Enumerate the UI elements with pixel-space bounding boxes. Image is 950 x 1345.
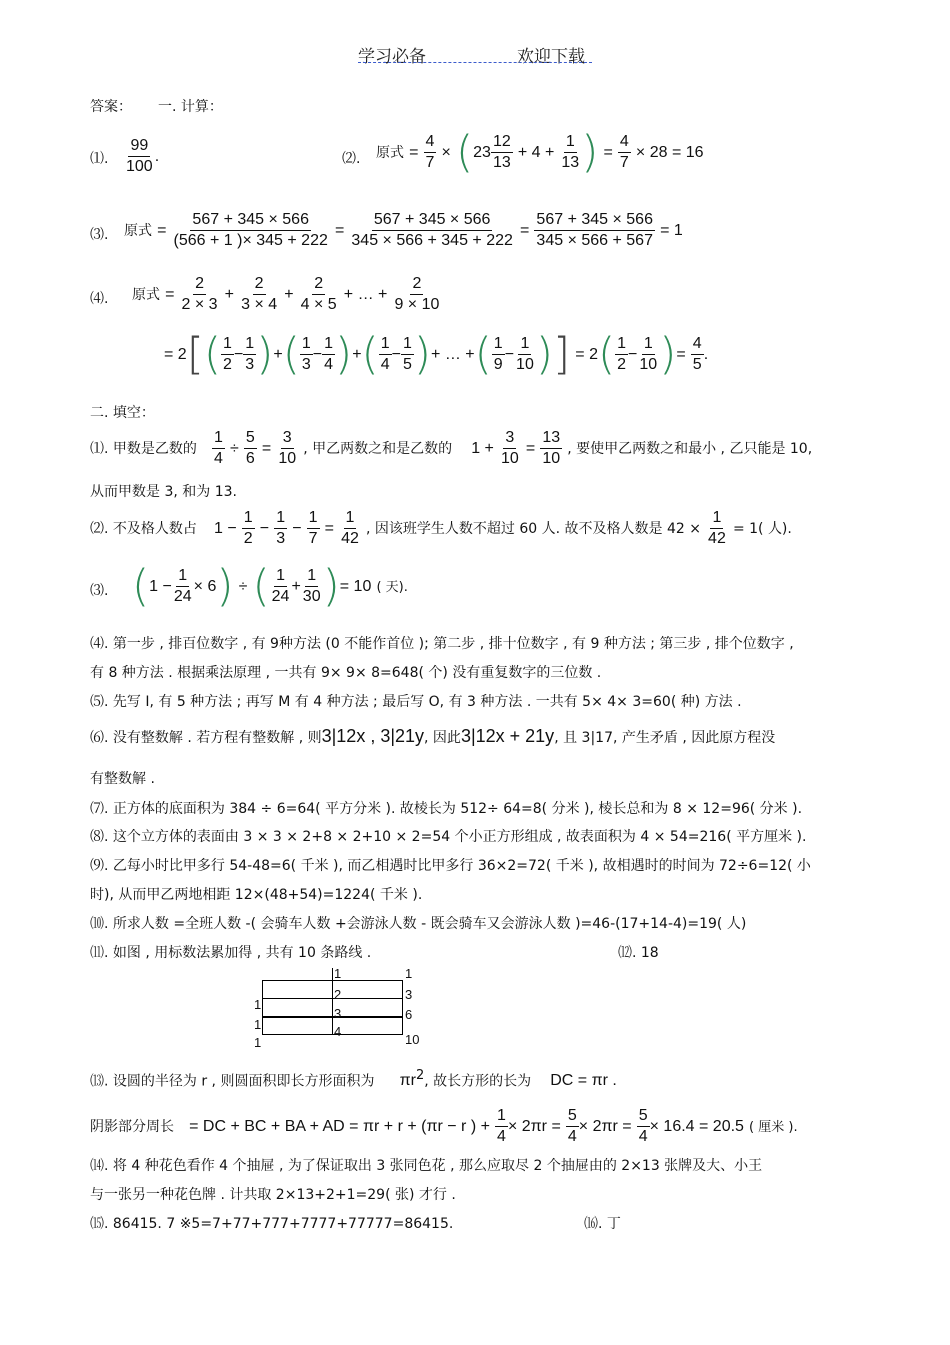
f2-fr2d: 3 bbox=[276, 530, 286, 547]
f3-b: × 6 bbox=[193, 578, 217, 595]
f1-b1d: 10 bbox=[500, 450, 519, 467]
c3-d1: (566 + 1 )× 345 + 222 bbox=[173, 232, 328, 249]
grid-r2-mid: 2 bbox=[334, 987, 342, 1002]
c4-pl2: + bbox=[352, 346, 362, 363]
f3-plus: + bbox=[291, 578, 301, 595]
c2-f1n: 4 bbox=[424, 132, 437, 153]
f3-cn: 1 bbox=[274, 566, 287, 587]
f13-g3d: 4 bbox=[638, 1128, 648, 1145]
c2-pre: 原式 bbox=[376, 145, 404, 161]
c2-paren-right: ) bbox=[581, 126, 599, 178]
grid-r4-left: 1 bbox=[254, 1035, 262, 1050]
c3-tail: = 1 bbox=[660, 222, 683, 239]
f2-tail: = 1( 人). bbox=[732, 521, 792, 537]
c4-p2ad: 3 bbox=[301, 356, 311, 373]
f1-line1 bbox=[90, 428, 812, 469]
c4-mid-dots: + … + bbox=[431, 346, 475, 363]
f3-p1l: ( bbox=[132, 560, 150, 612]
f2-fr2n: 1 bbox=[274, 508, 287, 529]
c1-answer bbox=[124, 136, 159, 177]
c3-eq1: = bbox=[157, 222, 167, 239]
f4-line2: 有 8 种方法 . 根据乘法原理 , 一共有 9× 9× 8=648( 个) 没有重复数字的三位数 . bbox=[90, 665, 602, 681]
c4-rbd: 10 bbox=[639, 356, 658, 373]
f1-text-c: , 要使甲乙两数之和最小 , 乙只能是 10, bbox=[567, 441, 813, 457]
f15-line: ⒂. 86415. 7 ※5=7+77+777+7777+77777=86415. bbox=[90, 1216, 454, 1232]
c4-rl: ( bbox=[597, 328, 616, 380]
c2-number: ⑵. bbox=[342, 151, 361, 167]
f6-line1 bbox=[90, 726, 775, 747]
c4-rr: ) bbox=[659, 328, 677, 380]
f6-text-b: , 因此 bbox=[424, 730, 461, 746]
f13-g1t: × 2πr = bbox=[507, 1118, 561, 1135]
f13-g3n: 5 bbox=[637, 1106, 650, 1127]
c2-expression bbox=[376, 126, 704, 178]
c4-p4r: ) bbox=[535, 328, 554, 380]
c4-f1n: 2 bbox=[193, 274, 206, 295]
f2-line bbox=[90, 508, 792, 549]
f6-line2: 有整数解 . bbox=[90, 771, 155, 787]
c4-p3bd: 5 bbox=[402, 356, 412, 373]
c4-p2l: ( bbox=[282, 328, 300, 380]
c3-n2: 567 + 345 × 566 bbox=[372, 210, 493, 231]
f7-line: ⑺. 正方体的底面积为 384 ÷ 6=64( 平方分米 ). 故棱长为 512÷ 64=8( 分米 ), 棱长总和为 8 × 12=96( 分米 ). bbox=[90, 801, 803, 817]
c3-d2: 345 × 566 + 345 + 222 bbox=[351, 232, 513, 249]
f13-line1 bbox=[90, 1068, 617, 1090]
f3-cd: 24 bbox=[271, 588, 290, 605]
f2-text-b: , 因该班学生人数不超过 60 人. 故不及格人数是 42 × bbox=[365, 521, 701, 537]
c4-bracket-right: ] bbox=[553, 328, 571, 380]
f1-a3n: 3 bbox=[281, 428, 294, 449]
f13-g1n: 1 bbox=[495, 1106, 508, 1127]
c4-p2an: 1 bbox=[300, 334, 313, 355]
f1-eq2: = bbox=[525, 440, 536, 457]
f3-tail: = 10 bbox=[339, 578, 372, 595]
c4-p1bn: 1 bbox=[243, 334, 256, 355]
f3-dd: 30 bbox=[302, 588, 321, 605]
f3-p2l: ( bbox=[252, 560, 270, 612]
c4-p1m: − bbox=[233, 346, 244, 363]
f3-p2r: ) bbox=[322, 560, 340, 612]
f2-eq: = bbox=[324, 520, 334, 537]
header-right: 欢迎下载 bbox=[517, 47, 585, 67]
f3-ad: 24 bbox=[173, 588, 192, 605]
c4-p1r: ) bbox=[256, 328, 274, 380]
f2-en: 1 bbox=[710, 508, 723, 529]
f13-pir: πr bbox=[399, 1072, 416, 1090]
c4-bracket-left: [ bbox=[186, 328, 204, 380]
f1-a1d: 4 bbox=[214, 450, 223, 467]
f2-rd: 42 bbox=[341, 530, 359, 547]
f1-line2: 从而甲数是 3, 和为 13. bbox=[90, 484, 237, 500]
c4-p4l: ( bbox=[474, 328, 492, 380]
c1-tail: . bbox=[154, 148, 160, 165]
f1-a2n: 5 bbox=[244, 428, 257, 449]
c2-eq: = bbox=[409, 144, 419, 161]
c2-f3d: 13 bbox=[561, 154, 580, 171]
f2-pre: 1 − bbox=[214, 520, 237, 537]
f13-text-a: ⒀. 设圆的半径为 r , 则圆面积即长方形面积为 bbox=[90, 1073, 375, 1090]
c3-pre: 原式 bbox=[124, 223, 152, 239]
c4-lastd: 9 × 10 bbox=[394, 296, 440, 313]
f4-line1: ⑷. 第一步 , 排百位数字 , 有 9种方法 (0 不能作首位 ); 第二步 , 排十位数字 , 有 9 种方法 ; 第三步 , 排个位数字 , bbox=[90, 636, 794, 652]
f1-b-pre: 1 + bbox=[471, 440, 494, 457]
f13-g3t: × 16.4 = 20.5 bbox=[649, 1118, 744, 1135]
c4-plus2: + bbox=[284, 286, 294, 303]
f8-line: ⑻. 这个立方体的表面由 3 × 3 × 2+8 × 2+10 × 2=54 个小正方形组成 , 故表面积为 4 × 54=216( 平方厘米 ). bbox=[90, 829, 807, 845]
grid-top-mid: 1 bbox=[334, 966, 342, 981]
f3-unit: ( 天). bbox=[376, 580, 408, 595]
f2-rn: 1 bbox=[344, 508, 357, 529]
f3-div: ÷ bbox=[238, 578, 248, 595]
c4-pl1: + bbox=[273, 346, 283, 363]
f13-g2d: 4 bbox=[567, 1128, 577, 1145]
header-underline bbox=[358, 62, 592, 63]
c4-res-n: 4 bbox=[691, 334, 704, 355]
f9-line2: 时), 从而甲乙两地相距 12×(48+54)=1224( 千米 ). bbox=[90, 887, 423, 903]
c4-rad: 2 bbox=[617, 356, 627, 373]
f10-line: ⑽. 所求人数 =全班人数 -( 会骑车人数 +会游泳人数 - 既会骑车又会游泳人数 )=46-(17+14-4)=19( 人) bbox=[90, 916, 747, 932]
c4-eq: = bbox=[165, 286, 175, 303]
c3-number: ⑶. bbox=[90, 227, 109, 243]
f3-an: 1 bbox=[176, 566, 189, 587]
grid-r4-right: 10 bbox=[405, 1032, 420, 1047]
c2-f2n: 12 bbox=[491, 132, 513, 153]
c3-d3: 345 × 566 + 567 bbox=[536, 232, 653, 249]
f6-text-a: ⑹. 没有整数解 . 若方程有整数解 , 则 bbox=[90, 730, 322, 746]
f5-line: ⑸. 先写 Ⅰ, 有 5 种方法 ; 再写 Ⅿ 有 4 种方法 ; 最后写 О, 有 3 种方法 . 一共有 5× 4× 3=60( 种) 方法 . bbox=[90, 694, 742, 710]
c1-number: ⑴. bbox=[90, 151, 109, 167]
c4-rbn: 1 bbox=[642, 334, 655, 355]
grid-top-right: 1 bbox=[405, 966, 413, 981]
c4-lastn: 2 bbox=[410, 274, 423, 295]
section2-title: 二. 填空： bbox=[90, 405, 155, 421]
c4-rm: − bbox=[628, 346, 638, 363]
f11-line: ⑾. 如图 , 用标数法累加得 , 共有 10 条路线 . bbox=[90, 945, 372, 961]
f2-fr1d: 2 bbox=[243, 530, 253, 547]
f1-a1n: 1 bbox=[212, 428, 225, 449]
grid-r3-left: 1 bbox=[254, 1017, 262, 1032]
f3-number: ⑶. bbox=[90, 583, 109, 599]
f13-g2n: 5 bbox=[566, 1106, 579, 1127]
c1-den: 100 bbox=[126, 158, 153, 175]
c2-plus4: + 4 + bbox=[517, 144, 555, 161]
c4-line1 bbox=[132, 274, 441, 315]
c3-eq3: = bbox=[519, 222, 530, 239]
c2-paren-left: ( bbox=[455, 126, 474, 178]
f13-sup: 2 bbox=[415, 1068, 425, 1083]
f6-text-c: , 且 3|17, 产生矛盾 , 因此原方程没 bbox=[554, 730, 776, 746]
f6-expr2: 3|12x + 21y bbox=[460, 726, 555, 746]
grid-r4-mid: 4 bbox=[334, 1024, 342, 1039]
c4-number: ⑷. bbox=[90, 291, 109, 307]
c4-p3bn: 1 bbox=[401, 334, 414, 355]
f13-text-b: , 故长方形的长为 bbox=[424, 1073, 532, 1090]
c4-p2r: ) bbox=[335, 328, 353, 380]
c2-f3n: 1 bbox=[564, 132, 577, 153]
f13-dc: DC = πr . bbox=[550, 1072, 617, 1090]
f1-b2n: 13 bbox=[540, 428, 562, 449]
c4-res-d: 5 bbox=[692, 356, 702, 373]
c4-p2bn: 1 bbox=[322, 334, 335, 355]
c2-whole: 23 bbox=[473, 144, 491, 161]
c2-f2d: 13 bbox=[492, 154, 511, 171]
c2-f4d: 7 bbox=[619, 154, 629, 171]
c4-req: = bbox=[676, 346, 686, 363]
f1-a3d: 10 bbox=[278, 450, 297, 467]
c2-f1d: 7 bbox=[425, 154, 435, 171]
f14-line1: ⒁. 将 4 种花色看作 4 个抽屉 , 为了保证取出 3 张同色花 , 那么应取尽 2 个抽屉由的 2×13 张牌及大、小王 bbox=[90, 1158, 763, 1174]
c4-f3n: 2 bbox=[312, 274, 325, 295]
c2-times: × bbox=[441, 144, 451, 161]
c3-eq2: = bbox=[334, 222, 345, 239]
c1-num: 99 bbox=[128, 136, 150, 157]
f2-fr1n: 1 bbox=[242, 508, 255, 529]
f13-eq: = DC + BC + BA + AD = πr + r + (πr − r ) + bbox=[189, 1118, 490, 1135]
c4-ran: 1 bbox=[615, 334, 628, 355]
c2-eq2: = bbox=[603, 144, 613, 161]
c4-p4bd: 10 bbox=[516, 356, 534, 373]
header-left: 学习必备 bbox=[358, 47, 426, 67]
c4-plus1: + bbox=[224, 286, 234, 303]
f16-line: ⒃. 丁 bbox=[584, 1216, 621, 1232]
c3-n1: 567 + 345 × 566 bbox=[190, 210, 311, 231]
c4-p3l: ( bbox=[361, 328, 379, 380]
c4-p3m: − bbox=[391, 346, 401, 363]
c4-p1l: ( bbox=[203, 328, 222, 380]
grid-r3-right: 6 bbox=[405, 1007, 413, 1022]
c4-p2m: − bbox=[312, 346, 323, 363]
grid-r2-left: 1 bbox=[254, 997, 262, 1012]
f1-b1n: 3 bbox=[503, 428, 516, 449]
answers-label: 答案： bbox=[90, 99, 132, 115]
f1-b2d: 10 bbox=[542, 450, 561, 467]
c4-pre: 原式 bbox=[132, 287, 160, 303]
c4-p3r: ) bbox=[413, 328, 432, 380]
f13-line2 bbox=[90, 1106, 798, 1147]
c4-line2 bbox=[164, 328, 709, 380]
f2-fr3n: 1 bbox=[307, 508, 320, 529]
c4-p1an: 1 bbox=[221, 334, 234, 355]
f13-g1d: 4 bbox=[497, 1128, 506, 1145]
f1-text-a: ⑴. 甲数是乙数的 bbox=[90, 441, 197, 457]
c4-f3d: 4 × 5 bbox=[300, 296, 337, 313]
f3-dn: 1 bbox=[305, 566, 318, 587]
grid-r2-right: 3 bbox=[405, 987, 413, 1002]
f12-line: ⑿. 18 bbox=[618, 945, 659, 961]
f2-m2: − bbox=[292, 520, 302, 537]
f13-unit: ( 厘米 ). bbox=[749, 1120, 798, 1135]
c4-p4ad: 9 bbox=[493, 356, 503, 373]
f1-div: ÷ bbox=[230, 440, 239, 457]
grid-r3-mid: 3 bbox=[334, 1006, 342, 1021]
c4-l2-pre: = 2 bbox=[164, 346, 187, 363]
c4-f2n: 2 bbox=[253, 274, 266, 295]
c4-res-pre: = 2 bbox=[575, 346, 598, 363]
c4-p1bd: 3 bbox=[245, 356, 255, 373]
f2-ed: 42 bbox=[708, 530, 726, 547]
c4-p1ad: 2 bbox=[223, 356, 232, 373]
f1-text-b: , 甲乙两数之和是乙数的 bbox=[303, 441, 453, 457]
c4-p4an: 1 bbox=[492, 334, 505, 355]
f1-eq: = bbox=[261, 440, 272, 457]
f13-line2-label: 阴影部分周长 bbox=[90, 1119, 174, 1135]
f14-line2: 与一张另一种花色牌 . 计共取 2×13+2+1=29( 张) 才行 . bbox=[90, 1187, 456, 1203]
c4-p4m: − bbox=[504, 346, 515, 363]
c4-tail: . bbox=[703, 346, 709, 363]
c3-n3: 567 + 345 × 566 bbox=[534, 210, 655, 231]
f2-fr3d: 7 bbox=[308, 530, 318, 547]
f3-expression bbox=[132, 560, 408, 612]
f9-line1: ⑼. 乙每小时比甲多行 54-48=6( 千米 ), 而乙相遇时比甲多行 36×2=72( 千米 ), 故相遇时的时间为 72÷6=12( 小 bbox=[90, 858, 811, 874]
c2-f4n: 4 bbox=[618, 132, 631, 153]
c3-expression bbox=[124, 210, 683, 251]
section1-title: 一. 计算： bbox=[158, 99, 223, 115]
f2-text-a: ⑵. 不及格人数占 bbox=[90, 521, 197, 537]
f2-m1: − bbox=[259, 520, 270, 537]
f13-g2t: × 2πr = bbox=[578, 1118, 632, 1135]
c4-p2bd: 4 bbox=[324, 356, 334, 373]
c4-p4bn: 1 bbox=[518, 334, 531, 355]
f1-a2d: 6 bbox=[245, 450, 255, 467]
c4-f1d: 2 × 3 bbox=[181, 296, 218, 313]
f3-a: 1 − bbox=[149, 578, 172, 595]
c2-tail: × 28 = 16 bbox=[635, 144, 704, 161]
c4-p3an: 1 bbox=[379, 334, 392, 355]
c4-dots: + … + bbox=[343, 286, 388, 303]
c4-f2d: 3 × 4 bbox=[241, 296, 278, 313]
f6-expr1: 3|12x , 3|21y bbox=[321, 726, 425, 746]
c4-p3ad: 4 bbox=[380, 356, 390, 373]
f3-p1r: ) bbox=[216, 560, 234, 612]
